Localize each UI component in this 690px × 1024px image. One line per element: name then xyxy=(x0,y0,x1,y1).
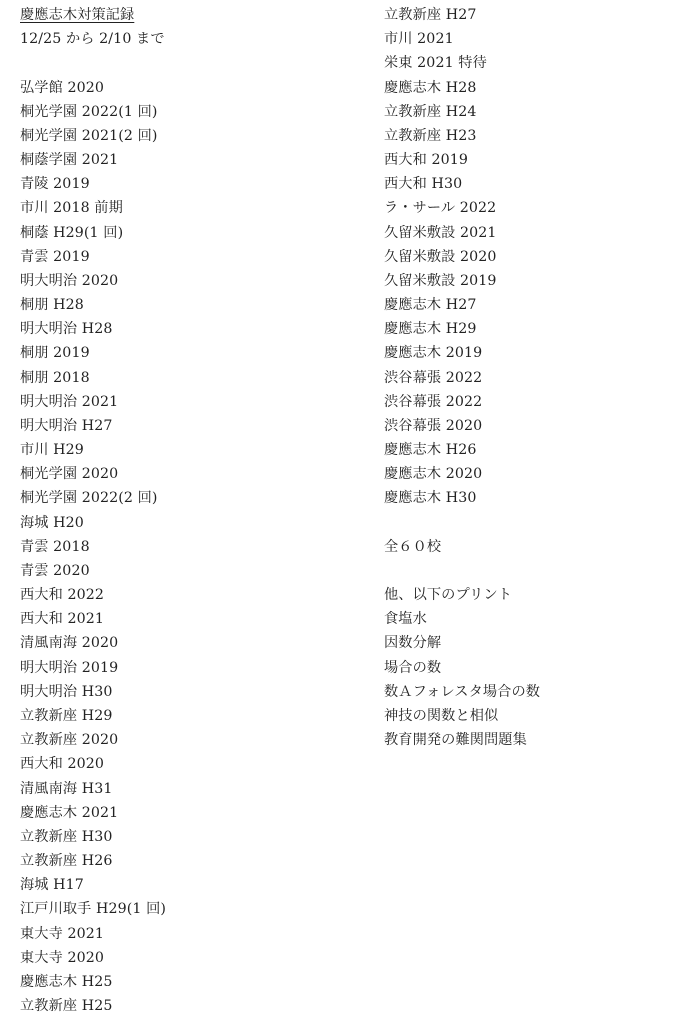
record-line: 神技の関数と相似 xyxy=(384,707,499,724)
record-line xyxy=(384,511,684,535)
record-line: 立教新座 H23 xyxy=(384,127,477,144)
record-line: 桐光学園 2020 xyxy=(20,466,119,483)
record-line: 桐蔭学園 2021 xyxy=(20,152,119,169)
record-line: 明大明治 2020 xyxy=(20,272,119,289)
record-line: 慶應志木 H25 xyxy=(20,973,113,990)
record-line: 食塩水 xyxy=(384,611,427,628)
record-line xyxy=(20,51,350,75)
record-line: 慶應志木 H26 xyxy=(384,442,477,459)
record-line: 明大明治 2019 xyxy=(20,659,119,676)
record-line: 清風南海 H31 xyxy=(20,780,113,797)
record-line: 久留米敷設 2020 xyxy=(384,248,497,265)
record-line: 明大明治 2021 xyxy=(20,393,119,410)
record-line: 青雲 2019 xyxy=(20,248,90,265)
record-line xyxy=(384,559,684,583)
record-line: 数Ａフォレスタ場合の数 xyxy=(384,683,541,700)
document-title: 慶應志木対策記録 xyxy=(20,7,135,23)
right-column xyxy=(384,3,684,752)
record-line: 立教新座 H30 xyxy=(20,828,113,845)
record-line: 西大和 2022 xyxy=(20,587,104,604)
record-line: 市川 2018 前期 xyxy=(20,200,123,217)
record-line: 慶應志木 H29 xyxy=(384,321,477,338)
record-line: 西大和 2020 xyxy=(20,756,104,773)
record-line: 桐光学園 2022(2 回) xyxy=(20,490,158,507)
record-line: 桐光学園 2022(1 回) xyxy=(20,103,158,120)
record-line: 立教新座 H26 xyxy=(20,853,113,870)
record-line: 渋谷幕張 2022 xyxy=(384,369,483,386)
record-line: 他、以下のプリント xyxy=(384,587,513,604)
record-line: 桐朋 2019 xyxy=(20,345,90,362)
record-line: 慶應志木 2020 xyxy=(384,466,483,483)
record-line: ラ・サール 2022 xyxy=(384,200,497,217)
record-line: 西大和 2021 xyxy=(20,611,104,628)
record-line: 立教新座 H29 xyxy=(20,707,113,724)
record-line: 海城 H20 xyxy=(20,514,84,531)
record-line: 市川 H29 xyxy=(20,442,84,459)
record-line: 西大和 2019 xyxy=(384,152,468,169)
record-line: 清風南海 2020 xyxy=(20,635,119,652)
record-line: 桐朋 2018 xyxy=(20,369,90,386)
record-line: 海城 H17 xyxy=(20,877,84,894)
record-line: 市川 2021 xyxy=(384,31,454,48)
left-column xyxy=(20,3,350,1018)
record-line: 慶應志木 H28 xyxy=(384,79,477,96)
record-line: 弘学館 2020 xyxy=(20,79,104,96)
record-line: 渋谷幕張 2020 xyxy=(384,417,483,434)
record-line: 青陵 2019 xyxy=(20,176,90,193)
record-line: 江戸川取手 H29(1 回) xyxy=(20,901,167,918)
record-line: 桐朋 H28 xyxy=(20,297,84,314)
record-line: 東大寺 2020 xyxy=(20,949,104,966)
record-line: 栄東 2021 特待 xyxy=(384,55,487,72)
record-line: 教育開発の難関問題集 xyxy=(384,732,527,749)
record-line: 慶應志木 2021 xyxy=(20,804,119,821)
record-line: 慶應志木 H27 xyxy=(384,297,477,314)
record-line: 明大明治 H30 xyxy=(20,683,113,700)
record-line: 西大和 H30 xyxy=(384,176,463,193)
record-line: 東大寺 2021 xyxy=(20,925,104,942)
record-line: 因数分解 xyxy=(384,635,442,652)
record-line: 久留米敷設 2021 xyxy=(384,224,497,241)
record-line: 立教新座 H25 xyxy=(20,998,113,1015)
record-line: 桐光学園 2021(2 回) xyxy=(20,127,158,144)
record-line: 場合の数 xyxy=(384,659,442,676)
record-line: 渋谷幕張 2022 xyxy=(384,393,483,410)
record-line: 慶應志木 2019 xyxy=(384,345,483,362)
record-line: 12/25 から 2/10 まで xyxy=(20,31,165,48)
record-line: 全６０校 xyxy=(384,538,442,555)
record-line: 立教新座 2020 xyxy=(20,732,119,749)
record-line: 立教新座 H27 xyxy=(384,7,477,23)
record-line: 立教新座 H24 xyxy=(384,103,477,120)
record-line: 久留米敷設 2019 xyxy=(384,272,497,289)
record-line: 桐蔭 H29(1 回) xyxy=(20,224,124,241)
record-line: 青雲 2020 xyxy=(20,562,90,579)
record-line: 慶應志木 H30 xyxy=(384,490,477,507)
record-line: 明大明治 H27 xyxy=(20,417,113,434)
record-line: 明大明治 H28 xyxy=(20,321,113,338)
record-line: 青雲 2018 xyxy=(20,538,90,555)
